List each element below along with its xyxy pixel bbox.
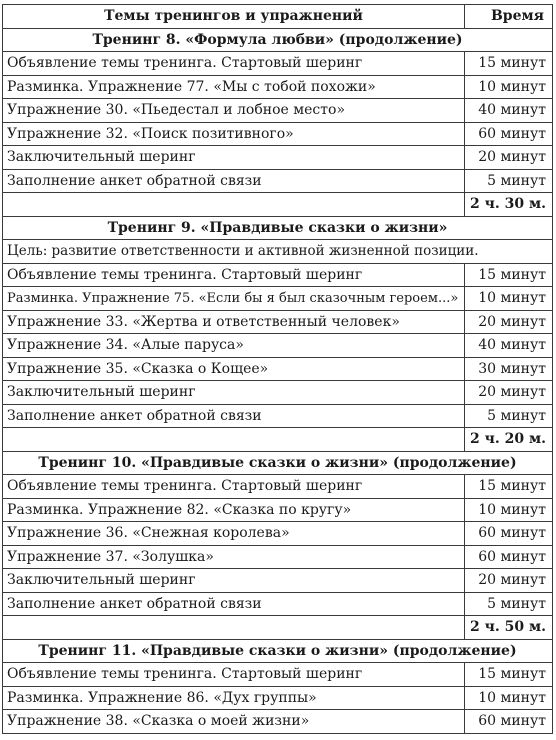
table-row: [3, 522, 553, 546]
exercise-time: 5 минут: [465, 169, 553, 193]
table-row: [3, 404, 553, 428]
section-total: 2 ч. 20 м.: [465, 428, 553, 452]
section-total: 2 ч. 30 м.: [465, 193, 553, 217]
exercise-name: Упражнение 37. «Золушка»: [3, 545, 465, 569]
total-spacer: [3, 193, 465, 217]
exercise-name: Объявление темы тренинга. Стартовый шеринг: [3, 475, 465, 499]
exercise-time: 40 минут: [465, 334, 553, 358]
section-title: Тренинг 8. «Формула любви» (продолжение): [3, 28, 553, 52]
table-row: [3, 287, 553, 311]
goal-row: [3, 240, 553, 264]
exercise-time: 5 минут: [465, 592, 553, 616]
exercise-name: Разминка. Упражнение 82. «Сказка по кругу»: [3, 498, 465, 522]
exercise-name: Разминка. Упражнение 86. «Дух группы»: [3, 686, 465, 710]
exercise-name: Упражнение 32. «Поиск позитивного»: [3, 122, 465, 146]
section-title-row: [3, 639, 553, 663]
section-title-row: [3, 216, 553, 240]
table-row: [3, 310, 553, 334]
exercise-time: 40 минут: [465, 99, 553, 123]
table-row: [3, 545, 553, 569]
total-row: [3, 193, 553, 217]
exercise-time: 15 минут: [465, 52, 553, 76]
exercise-time: 10 минут: [465, 686, 553, 710]
table-row: [3, 334, 553, 358]
table-row: [3, 52, 553, 76]
training-schedule-table: [2, 4, 553, 734]
exercise-name: Упражнение 33. «Жертва и ответственный человек»: [3, 310, 465, 334]
table-row: [3, 475, 553, 499]
exercise-time: 10 минут: [465, 498, 553, 522]
exercise-time: 20 минут: [465, 381, 553, 405]
exercise-name: Объявление темы тренинга. Стартовый шеринг: [3, 52, 465, 76]
exercise-time: 60 минут: [465, 122, 553, 146]
table-row: [3, 663, 553, 687]
section-title: Тренинг 10. «Правдивые сказки о жизни» (продолжение): [3, 451, 553, 475]
table-row: [3, 569, 553, 593]
exercise-name: Упражнение 36. «Снежная королева»: [3, 522, 465, 546]
table-row: [3, 99, 553, 123]
section-total: 2 ч. 50 м.: [465, 616, 553, 640]
section-title: Тренинг 9. «Правдивые сказки о жизни»: [3, 216, 553, 240]
exercise-name: Упражнение 30. «Пьедестал и лобное место»: [3, 99, 465, 123]
exercise-time: 15 минут: [465, 663, 553, 687]
table-row: [3, 686, 553, 710]
exercise-name: Объявление темы тренинга. Стартовый шеринг: [3, 663, 465, 687]
exercise-name: Объявление темы тренинга. Стартовый шеринг: [3, 263, 465, 287]
table-row: [3, 381, 553, 405]
section-goal: Цель: развитие ответственности и активной жизненной позиции.: [3, 240, 553, 264]
section-title: Тренинг 11. «Правдивые сказки о жизни» (продолжение): [3, 639, 553, 663]
table-row: [3, 263, 553, 287]
exercise-name: Заключительный шеринг: [3, 569, 465, 593]
header-row: [3, 5, 553, 29]
table-row: [3, 710, 553, 734]
exercise-name: Заключительный шеринг: [3, 381, 465, 405]
exercise-name: Упражнение 34. «Алые паруса»: [3, 334, 465, 358]
exercise-name: Упражнение 35. «Сказка о Кощее»: [3, 357, 465, 381]
exercise-time: 15 минут: [465, 263, 553, 287]
exercise-name: Заполнение анкет обратной связи: [3, 404, 465, 428]
exercise-time: 30 минут: [465, 357, 553, 381]
exercise-time: 60 минут: [465, 522, 553, 546]
table-row: [3, 146, 553, 170]
table-row: [3, 592, 553, 616]
exercise-time: 20 минут: [465, 146, 553, 170]
exercise-name: Заключительный шеринг: [3, 146, 465, 170]
exercise-time: 60 минут: [465, 545, 553, 569]
table-row: [3, 122, 553, 146]
section-title-row: [3, 451, 553, 475]
exercise-time: 20 минут: [465, 310, 553, 334]
section-title-row: [3, 28, 553, 52]
table-row: [3, 498, 553, 522]
exercise-time: 60 минут: [465, 710, 553, 734]
total-row: [3, 428, 553, 452]
exercise-name: Заполнение анкет обратной связи: [3, 169, 465, 193]
total-spacer: [3, 428, 465, 452]
exercise-name: Заполнение анкет обратной связи: [3, 592, 465, 616]
exercise-name: Упражнение 38. «Сказка о моей жизни»: [3, 710, 465, 734]
exercise-time: 10 минут: [465, 287, 553, 311]
exercise-time: 20 минут: [465, 569, 553, 593]
table-row: [3, 357, 553, 381]
total-row: [3, 616, 553, 640]
table-row: [3, 75, 553, 99]
total-spacer: [3, 616, 465, 640]
exercise-time: 5 минут: [465, 404, 553, 428]
header-topics: Темы тренингов и упражнений: [3, 5, 465, 29]
header-time: Время: [465, 5, 553, 29]
exercise-time: 15 минут: [465, 475, 553, 499]
exercise-name: Разминка. Упражнение 75. «Если бы я был сказочным героем...»: [3, 287, 465, 311]
exercise-time: 10 минут: [465, 75, 553, 99]
table-row: [3, 169, 553, 193]
exercise-name: Разминка. Упражнение 77. «Мы с тобой похожи»: [3, 75, 465, 99]
